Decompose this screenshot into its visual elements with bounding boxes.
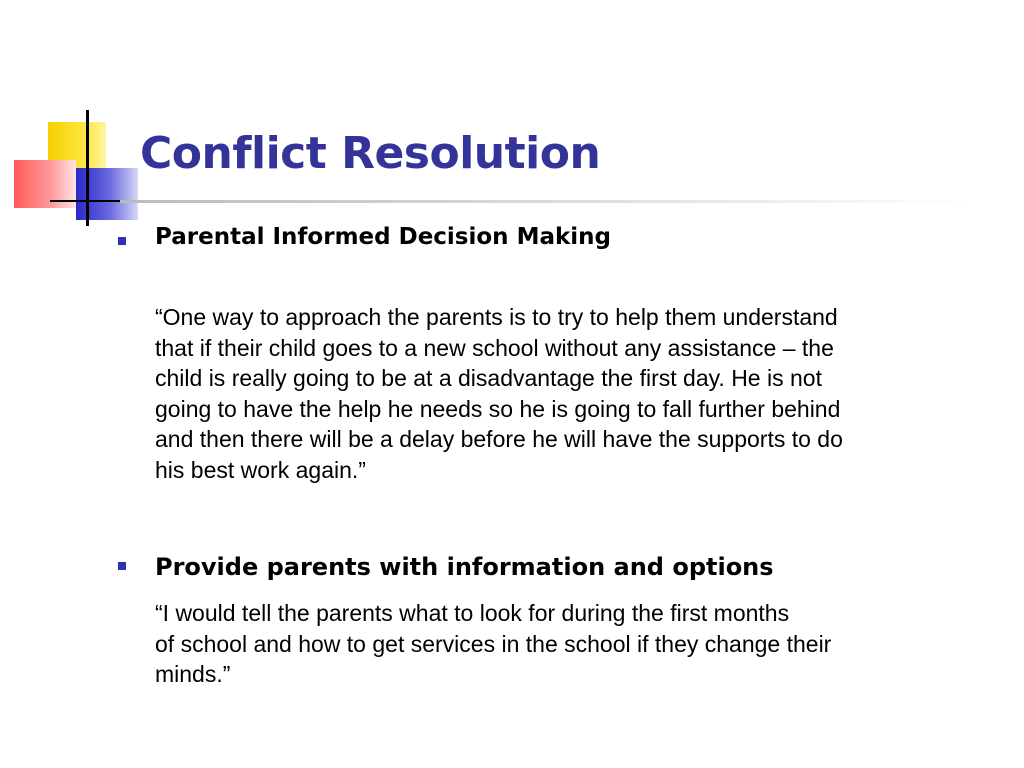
bullet-quote: “I would tell the parents what to look for during the first months of school and how to get services in the school if they change their minds.” — [155, 600, 832, 688]
vertical-line-shape — [86, 110, 89, 226]
bullet-quote: “One way to approach the parents is to try to help them understand that if their child goes to a new school without any assistance – the child is really going to be at a disadvantage the first day. He is not going to have the help he needs so he is going to fall further behind and then there will be a delay before he will have the supports to do his best work again.” — [155, 304, 843, 483]
title-divider — [120, 200, 970, 203]
square-bullet-icon — [118, 237, 126, 245]
colored-squares-logo-icon — [0, 100, 150, 230]
square-bullet-icon — [118, 562, 126, 570]
bullet-heading: Parental Informed Decision Making — [155, 224, 611, 250]
slide-title: Conflict Resolution — [140, 128, 601, 179]
bullet-heading: Provide parents with information and options — [155, 553, 774, 581]
